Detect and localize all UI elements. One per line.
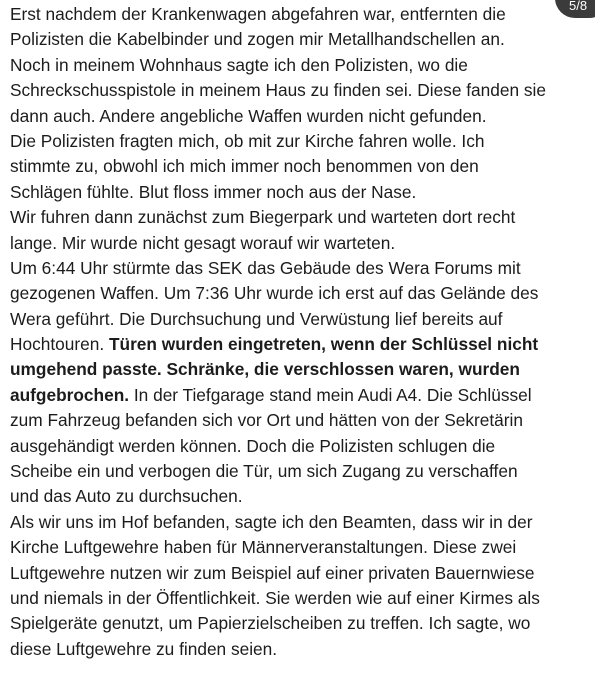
text-run: Luftgewehre nutzen wir zum Beispiel auf einer privaten Bauernwiese (10, 562, 535, 583)
text-line (10, 408, 595, 433)
text-line (10, 231, 595, 256)
text-run: Um 6:44 Uhr stürmte das SEK das Gebäude des Wera Forums mit (10, 257, 521, 278)
text-run: dann auch. Andere angebliche Waffen wurden nicht gefunden. (10, 105, 487, 126)
text-line (10, 383, 595, 408)
text-line (10, 27, 595, 52)
text-run: lange. Mir wurde nicht gesagt worauf wir warteten. (10, 232, 396, 253)
text-line (10, 205, 595, 230)
document-text-body (10, 2, 595, 662)
text-run: Spielgeräte genutzt, um Papierzielscheiben zu treffen. Ich sagte, wo (10, 613, 531, 634)
text-line (10, 535, 595, 560)
text-run: Als wir uns im Hof befanden, sagte ich den Beamten, dass wir in der (10, 511, 533, 532)
text-line (10, 129, 595, 154)
text-line (10, 357, 595, 382)
text-run: und niemals in der Öffentlichkeit. Sie werden wie auf einer Kirmes als (10, 587, 540, 608)
text-line (10, 637, 595, 662)
text-run: Scheibe ein und verbogen die Tür, um sich Zugang zu verschaffen (10, 461, 518, 482)
bold-text-run: umgehend passte. Schränke, die verschlossen waren, wurden (10, 359, 520, 380)
text-run: Schreckschusspistole in meinem Haus zu finden sei. Diese fanden sie (10, 80, 546, 101)
text-run: Die Polizisten fragten mich, ob mit zur Kirche fahren wolle. Ich (10, 130, 485, 151)
text-run: Noch in meinem Wohnhaus sagte ich den Polizisten, wo die (10, 54, 468, 75)
text-run: gezogenen Waffen. Um 7:36 Uhr wurde ich erst auf das Gelände des (10, 283, 539, 304)
text-line (10, 459, 595, 484)
bold-text-run: Türen wurden eingetreten, wenn der Schlüssel nicht (108, 334, 539, 355)
text-run: Schlägen fühlte. Blut floss immer noch aus der Nase. (10, 181, 417, 202)
text-line (10, 256, 595, 281)
text-line (10, 510, 595, 535)
text-line (10, 332, 595, 357)
text-line (10, 484, 595, 509)
text-run: Wera geführt. Die Durchsuchung und Verwüstung lief bereits auf (10, 308, 503, 329)
text-line (10, 586, 595, 611)
text-run: Polizisten die Kabelbinder und zogen mir Metallhandschellen an. (10, 29, 505, 50)
text-line (10, 281, 595, 306)
bold-text-run: aufgebrochen. (10, 384, 130, 405)
text-run: und das Auto zu durchsuchen. (10, 486, 243, 507)
page-indicator-text: 5/8 (569, 0, 588, 13)
text-run: In der Tiefgarage stand mein Audi A4. Die Schlüssel (129, 384, 532, 405)
text-line (10, 307, 595, 332)
text-line (10, 154, 595, 179)
text-run: Hochtouren. (10, 334, 109, 355)
text-line (10, 611, 595, 636)
text-line (10, 2, 595, 27)
text-run: Erst nachdem der Krankenwagen abgefahren war, entfernten die (10, 4, 506, 24)
text-line (10, 53, 595, 78)
text-run: diese Luftgewehre zu finden seien. (10, 638, 278, 659)
text-run: Kirche Luftgewehre haben für Männerveranstaltungen. Diese zwei (10, 537, 517, 558)
text-run: Wir fuhren dann zunächst zum Biegerpark und warteten dort recht (10, 207, 516, 228)
text-line (10, 434, 595, 459)
text-line (10, 78, 595, 103)
text-line (10, 180, 595, 205)
text-run: zum Fahrzeug befanden sich vor Ort und hätten von der Sekretärin (10, 410, 523, 431)
text-run: stimmte zu, obwohl ich mich immer noch benommen von den (10, 156, 479, 177)
text-line (10, 104, 595, 129)
text-run: ausgehändigt werden können. Doch die Polizisten schlugen die (10, 435, 496, 456)
text-line (10, 561, 595, 586)
